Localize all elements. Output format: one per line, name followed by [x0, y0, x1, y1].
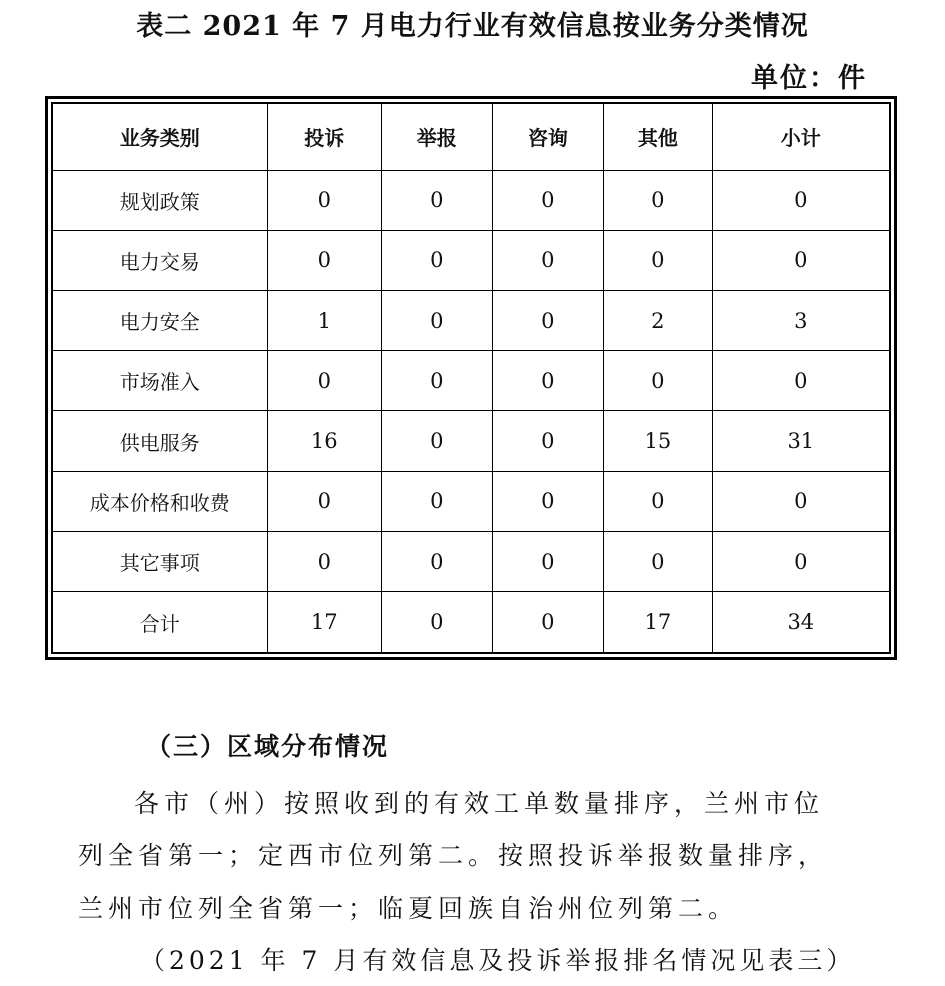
cell-inquiry: 0: [492, 592, 604, 653]
header-report: 举报: [382, 103, 493, 170]
cell-inquiry: 0: [492, 411, 604, 471]
cell-complaint: 0: [267, 351, 382, 411]
cell-inquiry: 0: [492, 471, 604, 531]
paragraph-line: 列全省第一；定西市位列第二。按照投诉举报数量排序，: [78, 841, 829, 870]
cell-inquiry: 0: [492, 531, 604, 591]
table-total-row: [52, 592, 890, 653]
cell-category: 市场准入: [52, 351, 267, 411]
table-frame: [45, 96, 897, 660]
cell-inquiry: 0: [492, 290, 604, 350]
cell-report: 0: [382, 531, 493, 591]
cell-category: 合计: [52, 592, 267, 653]
cell-complaint: 0: [267, 471, 382, 531]
cell-category: 其它事项: [52, 531, 267, 591]
cell-complaint: 0: [267, 531, 382, 591]
cell-subtotal: 0: [712, 531, 890, 591]
cell-report: 0: [382, 230, 493, 290]
cell-inquiry: 0: [492, 170, 604, 230]
header-subtotal: 小计: [712, 103, 890, 170]
cell-other: 17: [604, 592, 713, 653]
cell-other: 15: [604, 411, 713, 471]
cell-complaint: 0: [267, 170, 382, 230]
cell-complaint: 17: [267, 592, 382, 653]
cell-subtotal: 0: [712, 230, 890, 290]
table-row: [52, 411, 890, 471]
cell-other: 0: [604, 351, 713, 411]
cell-report: 0: [382, 170, 493, 230]
cell-other: 0: [604, 170, 713, 230]
header-category: 业务类别: [52, 103, 267, 170]
cell-subtotal: 0: [712, 170, 890, 230]
table-row: [52, 471, 890, 531]
table-header-row: [52, 103, 890, 170]
cell-category: 电力安全: [52, 290, 267, 350]
reference-note: （2021 年 7 月有效信息及投诉举报排名情况见表三）: [140, 946, 856, 975]
cell-category: 规划政策: [52, 170, 267, 230]
cell-subtotal: 3: [712, 290, 890, 350]
cell-complaint: 0: [267, 230, 382, 290]
cell-category: 电力交易: [52, 230, 267, 290]
cell-subtotal: 31: [712, 411, 890, 471]
cell-other: 2: [604, 290, 713, 350]
cell-other: 0: [604, 531, 713, 591]
cell-report: 0: [382, 592, 493, 653]
business-category-table: [51, 102, 891, 654]
cell-complaint: 1: [267, 290, 382, 350]
cell-other: 0: [604, 230, 713, 290]
cell-subtotal: 34: [712, 592, 890, 653]
cell-inquiry: 0: [492, 230, 604, 290]
table-title: 表二 2021 年 7 月电力行业有效信息按业务分类情况: [136, 11, 809, 42]
table-row: [52, 230, 890, 290]
cell-other: 0: [604, 471, 713, 531]
cell-report: 0: [382, 290, 493, 350]
table-row: [52, 170, 890, 230]
cell-subtotal: 0: [712, 351, 890, 411]
header-complaint: 投诉: [267, 103, 382, 170]
paragraph-line: 兰州市位列全省第一；临夏回族自治州位列第二。: [78, 894, 739, 923]
cell-subtotal: 0: [712, 471, 890, 531]
section-heading: （三）区域分布情况: [146, 732, 390, 761]
cell-category: 成本价格和收费: [52, 471, 267, 531]
cell-report: 0: [382, 351, 493, 411]
header-inquiry: 咨询: [492, 103, 604, 170]
cell-report: 0: [382, 411, 493, 471]
table-row: [52, 351, 890, 411]
paragraph-line: 各市（州）按照收到的有效工单数量排序，兰州市位: [134, 789, 825, 818]
unit-label: 单位：件: [751, 63, 867, 94]
cell-complaint: 16: [267, 411, 382, 471]
cell-category: 供电服务: [52, 411, 267, 471]
table-row: [52, 531, 890, 591]
header-other: 其他: [604, 103, 713, 170]
cell-inquiry: 0: [492, 351, 604, 411]
cell-report: 0: [382, 471, 493, 531]
table-row: [52, 290, 890, 350]
